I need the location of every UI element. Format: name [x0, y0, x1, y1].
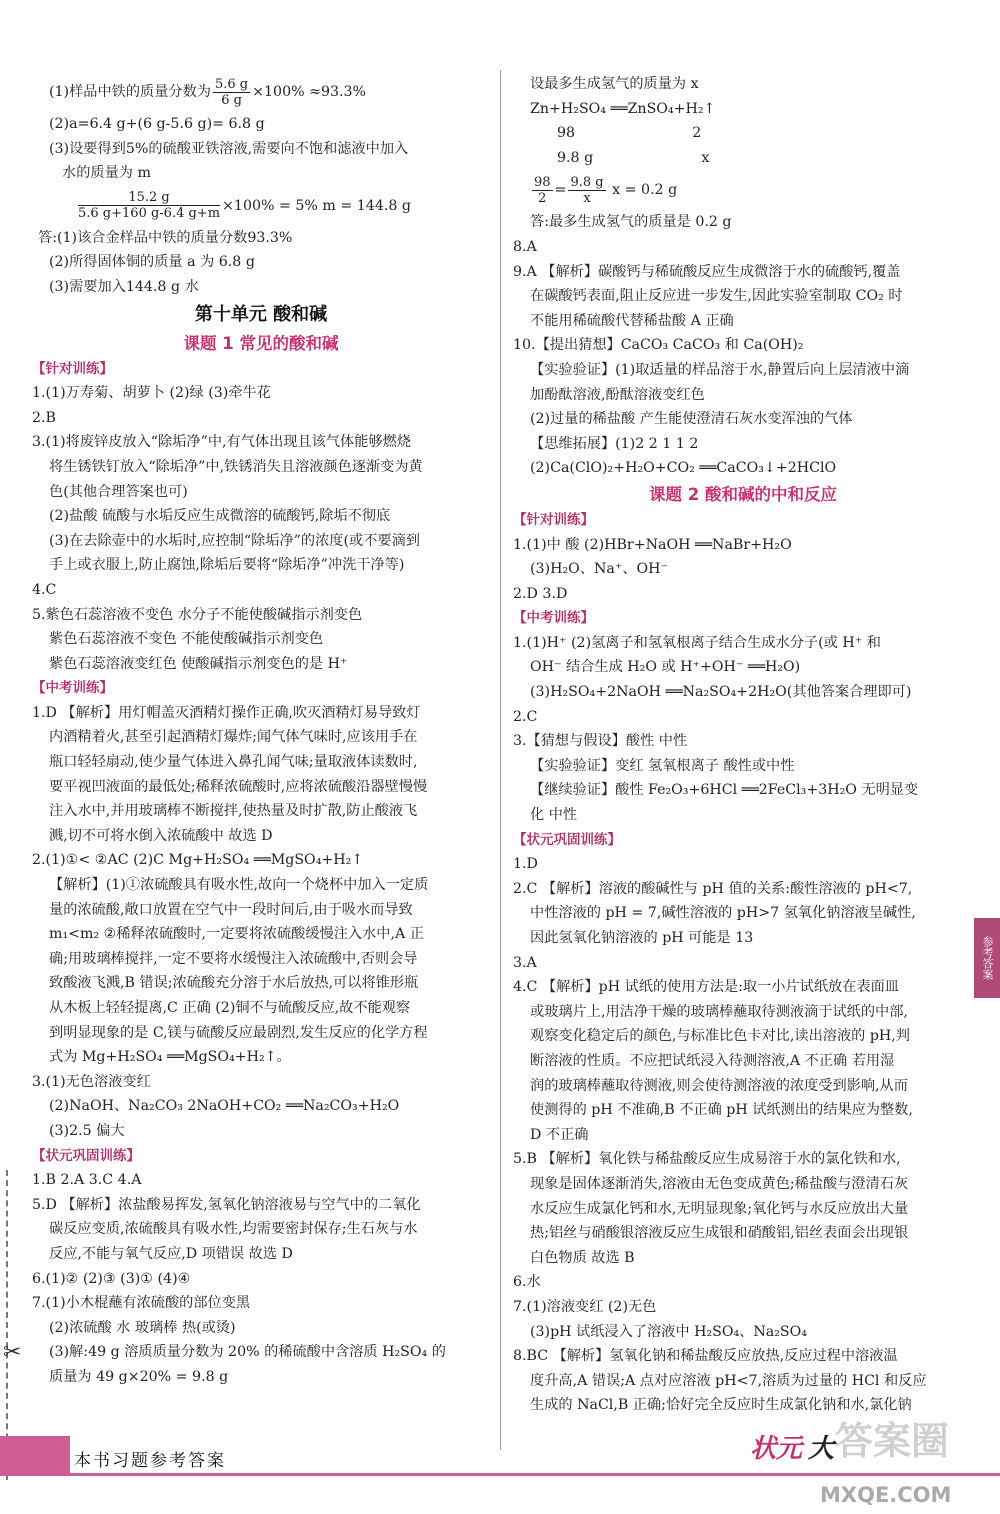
answer-line: OH⁻ 结合生成 H₂O 或 H⁺+OH⁻ ══H₂O) [530, 659, 801, 676]
answer-line: (3)设要得到5%的硫酸亚铁溶液,需要向不饱和滤液中加入 [49, 140, 409, 157]
column-divider [500, 70, 501, 1450]
answer-line: 溅,切不可将水倒入浓硫酸中 故选 D [49, 827, 273, 844]
answer-line: (3)H₂O、Na⁺、OH⁻ [530, 561, 669, 578]
text: x = 0.2 g [607, 182, 678, 199]
left-column [32, 72, 490, 1390]
lesson-title: 课题 1 常见的酸和碱 [183, 333, 339, 353]
answer-line: 2.(1)①< ②AC (2)C Mg+H₂SO₄ ══MgSO₄+H₂↑ [32, 852, 364, 869]
fraction [568, 175, 605, 206]
answer-line: 3.【猜想与假设】酸性 中性 [513, 733, 688, 750]
answer-line: 断溶液的性质。不应把试纸浸入待测溶液,A 不正确 若用湿 [530, 1052, 895, 1069]
answer-line: 紫色石蕊溶液变红色 使酸碱指示剂变色的是 H⁺ [49, 655, 348, 672]
section-tag: 【状元巩固训练】 [513, 831, 621, 848]
answer-line: (2)a=6.4 g+(6 g-5.6 g)= 6.8 g [49, 116, 265, 132]
answer-line: 【思维拓展】(1)2 2 1 1 2 [530, 435, 699, 452]
answer-line: 8.BC 【解析】氢氧化钠和稀盐酸反应放热,反应过程中溶液温 [513, 1348, 898, 1365]
fraction [213, 77, 250, 108]
section-tag: 【中考训练】 [513, 610, 594, 627]
answer-line: 8.A [513, 238, 537, 255]
footer-title: 本书习题参考答案 [74, 1451, 226, 1471]
answer-line: 5.B 【解析】氧化铁与稀盐酸反应生成易溶于水的氯化铁和水, [513, 1151, 901, 1168]
numerator: 15.2 g [78, 190, 220, 206]
answer-line: (3)在去除壶中的水垢时,应控制“除垢净”的浓度(或不要滴到 [49, 532, 420, 549]
side-tab: 参考答案 [974, 918, 1000, 998]
answer-line: 6.(1)② (2)③ (3)① (4)④ [32, 1270, 191, 1287]
right-column [513, 72, 973, 1418]
answer-line: (2)过量的稀盐酸 产生能使澄清石灰水变浑浊的气体 [530, 411, 853, 428]
denominator: 6 g [221, 92, 242, 108]
answer-line [32, 72, 490, 112]
answer-line: 1.D 【解析】用灯帽盖灭酒精灯操作正确,吹灭酒精灯易导致灯 [32, 704, 421, 721]
answer-line: 7.(1)溶液变红 (2)无色 [513, 1298, 657, 1315]
denominator: 5.6 g+160 g-6.4 g+m [78, 206, 221, 222]
answer-line: 【继续验证】酸性 Fe₂O₃+6HCl ══2FeCl₃+3H₂O 无明显变 [530, 782, 919, 799]
answer-line [32, 186, 490, 226]
answer-line: $\frac{98}{2}$ = $\frac{9.8 g}{x}$ x = 0.2 g [534, 174, 678, 206]
denominator: x [583, 190, 591, 206]
cut-line [6, 1170, 8, 1480]
answer-line: 水反应生成氯化钙和水,无明显现象;氧化钙与水反应放出大量 [530, 1200, 909, 1217]
answer-line: 紫色石蕊溶液不变色 不能使酸碱指示剂变色 [49, 631, 324, 648]
lesson-title: 课题 2 酸和碱的中和反应 [649, 484, 837, 504]
answer-line: 因此氢氧化钠溶液的 pH 可能是 13 [530, 930, 754, 946]
answer-line: 度升高,A 错误;A 点对应溶液 pH<7,溶质为过量的 HCl 和反应 [530, 1372, 927, 1389]
answer-line: 加酚酞溶液,酚酞溶液变红色 [530, 386, 705, 403]
answer-line: 7.(1)小木棍蘸有浓硫酸的部位变黑 [32, 1295, 251, 1312]
answer-line: 式为 Mg+H₂SO₄ ══MgSO₄+H₂↑。 [49, 1049, 291, 1066]
answer-line: 【解析】(1)①浓硫酸具有吸水性,故向一个烧杯中加入一定质 [49, 877, 429, 894]
answer-line: 要平视凹液面的最低处;稀释浓硫酸时,应将浓硫酸沿器壁慢慢 [49, 778, 428, 795]
answer-line: (3)pH 试纸浸入了溶液中 H₂SO₄、Na₂SO₄ [530, 1323, 807, 1340]
answer-line: 2.C [513, 708, 538, 725]
answer-line: 润的玻璃棒蘸取待测液,则会使待测溶液的浓度受到影响,从而 [530, 1077, 908, 1094]
text: ×100% ≈93.3% [252, 84, 367, 100]
answer-line: 现象是固体逐渐消失,溶液由无色变成黄色;稀盐酸与澄清石灰 [530, 1175, 909, 1192]
section-tag: 【针对训练】 [513, 511, 594, 528]
answer-line: 10.【提出猜想】CaCO₃ CaCO₃ 和 Ca(OH)₂ [513, 337, 804, 354]
answer-line: 质量为 49 g×20% = 9.8 g [49, 1368, 229, 1385]
answer-line: 2.B [32, 409, 56, 426]
answer-line: 答:(1)该合金样品中铁的质量分数93.3% [38, 229, 293, 246]
footer-accent [0, 1436, 70, 1476]
answer-line: (2)盐酸 硫酸与水垢反应生成微溶的硫酸钙,除垢不彻底 [49, 508, 391, 525]
text: ×100% = 5% m = 144.8 g [222, 197, 411, 214]
watermark-logo: 答案圈 [835, 1419, 950, 1463]
answer-line: 1.(1)万寿菊、胡萝卜 (2)绿 (3)牵牛花 [32, 385, 271, 402]
answer-line: 注入水中,并用玻璃棒不断搅拌,使热量及时扩散,防止酸液飞 [49, 803, 418, 820]
answer-line: 2.C 【解析】溶液的酸碱性与 pH 值的关系:酸性溶液的 pH<7, [513, 880, 913, 897]
answer-line: 中性溶液的 pH = 7,碱性溶液的 pH>7 氢氧化钠溶液呈碱性, [530, 905, 916, 922]
scissors-icon: ✂ [3, 1340, 22, 1365]
answer-line: 使测得的 pH 不准确,B 不正确 pH 试纸测出的结果应为整数, [530, 1102, 913, 1119]
answer-line: 2.D 3.D [513, 585, 568, 602]
answer-line: 或玻璃片上,用洁净干燥的玻璃棒蘸取待测液滴于试纸的中部, [530, 1003, 908, 1020]
answer-line: 5.紫色石蕊溶液不变色 水分子不能使酸碱指示剂变色 [32, 606, 363, 623]
answer-line: (3)解:49 g 溶质质量分数为 20% 的稀硫酸中含溶质 H₂SO₄ 的 [49, 1344, 446, 1361]
answer-line: 5.D 【解析】浓盐酸易挥发,氢氧化钠溶液易与空气中的二氧化 [32, 1196, 421, 1213]
denominator: 2 [538, 190, 547, 206]
answer-line: 3.(1)将废锌皮放入“除垢净”中,有气体出现且该气体能够燃烧 [32, 434, 411, 451]
watermark-url: MXQE.COM [820, 1483, 952, 1507]
answer-line: 4.C 【解析】pH 试纸的使用方法是:取一小片试纸放在表面皿 [513, 979, 899, 996]
answer-line: 手上或衣服上,防止腐蚀,除垢后要将“除垢净”冲洗干净等) [49, 557, 405, 574]
answer-line: 量的浓硫酸,敞口放置在空气中一段时间后,由于吸水而导致 [49, 901, 413, 918]
answer-line: 3.A [513, 954, 537, 971]
answer-line: 98 2 [557, 125, 702, 142]
answer-line: 化 中性 [530, 807, 578, 824]
answer-line: (3)H₂SO₄+2NaOH ══Na₂SO₄+2H₂O(其他答案合理即可) [530, 684, 912, 701]
answer-line: 热;铝丝与硝酸银溶液反应生成银和硝酸铝,铝丝表面会出现银 [530, 1225, 909, 1242]
answer-line: (2)所得固体铜的质量 a 为 6.8 g [49, 254, 255, 271]
answer-line: 1.D [513, 856, 538, 873]
answer-line: 确;用玻璃棒搅拌,一定不要将水缓慢注入浓硫酸中,否则会导 [49, 950, 418, 967]
section-tag: 【中考训练】 [32, 680, 113, 697]
answer-line: 从木板上轻轻提离,C 正确 (2)铜不与硫酸反应,故不能观察 [49, 1000, 411, 1016]
answer-line: 碳反应变质,浓硫酸具有吸水性,均需要密封保存;生石灰与水 [49, 1221, 418, 1238]
answer-line: Zn+H₂SO₄ ══ZnSO₄+H₂↑ [530, 100, 716, 117]
answer-line: 在碳酸钙表面,阻止反应进一步发生,因此实验室制取 CO₂ 时 [530, 288, 903, 305]
answer-line: 内酒精着火,甚至引起酒精灯爆炸;闻气体气味时,应该用手在 [49, 729, 418, 746]
fraction [78, 190, 220, 221]
answer-line: (2)NaOH、Na₂CO₃ 2NaOH+CO₂ ══Na₂CO₃+H₂O [49, 1098, 400, 1115]
unit-title: 第十单元 酸和碱 [194, 303, 328, 325]
answer-line: 色(其他合理答案也可) [49, 483, 188, 500]
answer-line: (3)需要加入144.8 g 水 [49, 278, 199, 295]
answer-line: 6.水 [513, 1274, 541, 1291]
answer-line: 白色物质 故选 B [530, 1249, 635, 1266]
answer-line: D 不正确 [530, 1126, 589, 1143]
answer-line: 反应,不能与氧气反应,D 项错误 故选 D [49, 1245, 293, 1262]
answer-line: m₁<m₂ ②稀释浓硫酸时,一定要将浓硫酸缓慢注入水中,A 正 [49, 926, 424, 943]
answer-line: 【实验验证】(1)取适量的样品溶于水,静置后向上层清液中滴 [530, 361, 910, 378]
answer-line: 观察变化稳定后的颜色,与标准比色卡对比,读出溶液的 pH,判 [530, 1028, 910, 1045]
brand-logo: 状元 大 [750, 1434, 835, 1464]
numerator: 5.6 g [214, 76, 249, 92]
numerator: 9.8 g [570, 174, 604, 190]
section-tag: 【状元巩固训练】 [32, 1147, 140, 1164]
answer-line: 【实验验证】变红 氢氧根离子 酸性或中性 [530, 757, 795, 774]
section-tag: 【针对训练】 [32, 360, 113, 377]
answer-line: 到明显现象的是 C,镁与硫酸反应最剧烈,发生反应的化学方程 [49, 1024, 428, 1041]
answer-line: 3.(1)无色溶液变红 [32, 1073, 151, 1090]
answer-line: (2)Ca(ClO)₂+H₂O+CO₂ ══CaCO₃↓+2HClO [530, 460, 837, 477]
answer-line: 设最多生成氢气的质量为 x [530, 76, 699, 92]
answer-line: 1.(1)H⁺ (2)氢离子和氢氧根离子结合生成水分子(或 H⁺ 和 [513, 634, 881, 651]
fraction [532, 175, 553, 206]
answer-line: 1.B 2.A 3.C 4.A [32, 1172, 142, 1189]
answer-line: (3)2.5 偏大 [49, 1122, 125, 1139]
answer-line: 生成的 NaCl,B 正确;恰好完全反应时生成氯化钠和水,氯化钠 [530, 1397, 912, 1414]
answer-line: 不能用稀硫酸代替稀盐酸 A 正确 [530, 312, 734, 329]
answer-line: 1.(1)中 酸 (2)HBr+NaOH ══NaBr+H₂O [513, 536, 792, 553]
answer-line: (2)浓硫酸 水 玻璃棒 热(或烫) [49, 1319, 236, 1336]
answer-line: 致酸液飞溅,B 错误;浓硫酸充分溶于水后放热,可以将锥形瓶 [49, 975, 419, 992]
answer-line: 水的质量为 m [62, 165, 151, 182]
answer-line: 瓶口轻轻扇动,使少量气体进入鼻孔闻气味;量取液体读数时, [49, 754, 418, 771]
answer-line: 9.8 g x [557, 149, 710, 166]
answer-line: 将生锈铁钉放入“除垢净”中,铁锈消失且溶液颜色逐渐变为黄 [49, 458, 423, 475]
answer-line: 4.C [32, 581, 57, 598]
footer-stripe [0, 1473, 1000, 1476]
text: (1)样品中铁的质量分数为 [49, 84, 211, 100]
answer-line: 9.A 【解析】碳酸钙与稀硫酸反应生成微溶于水的硫酸钙,覆盖 [513, 263, 901, 280]
numerator: 98 [534, 174, 551, 190]
answer-line: 答:最多生成氢气的质量是 0.2 g [530, 214, 732, 231]
